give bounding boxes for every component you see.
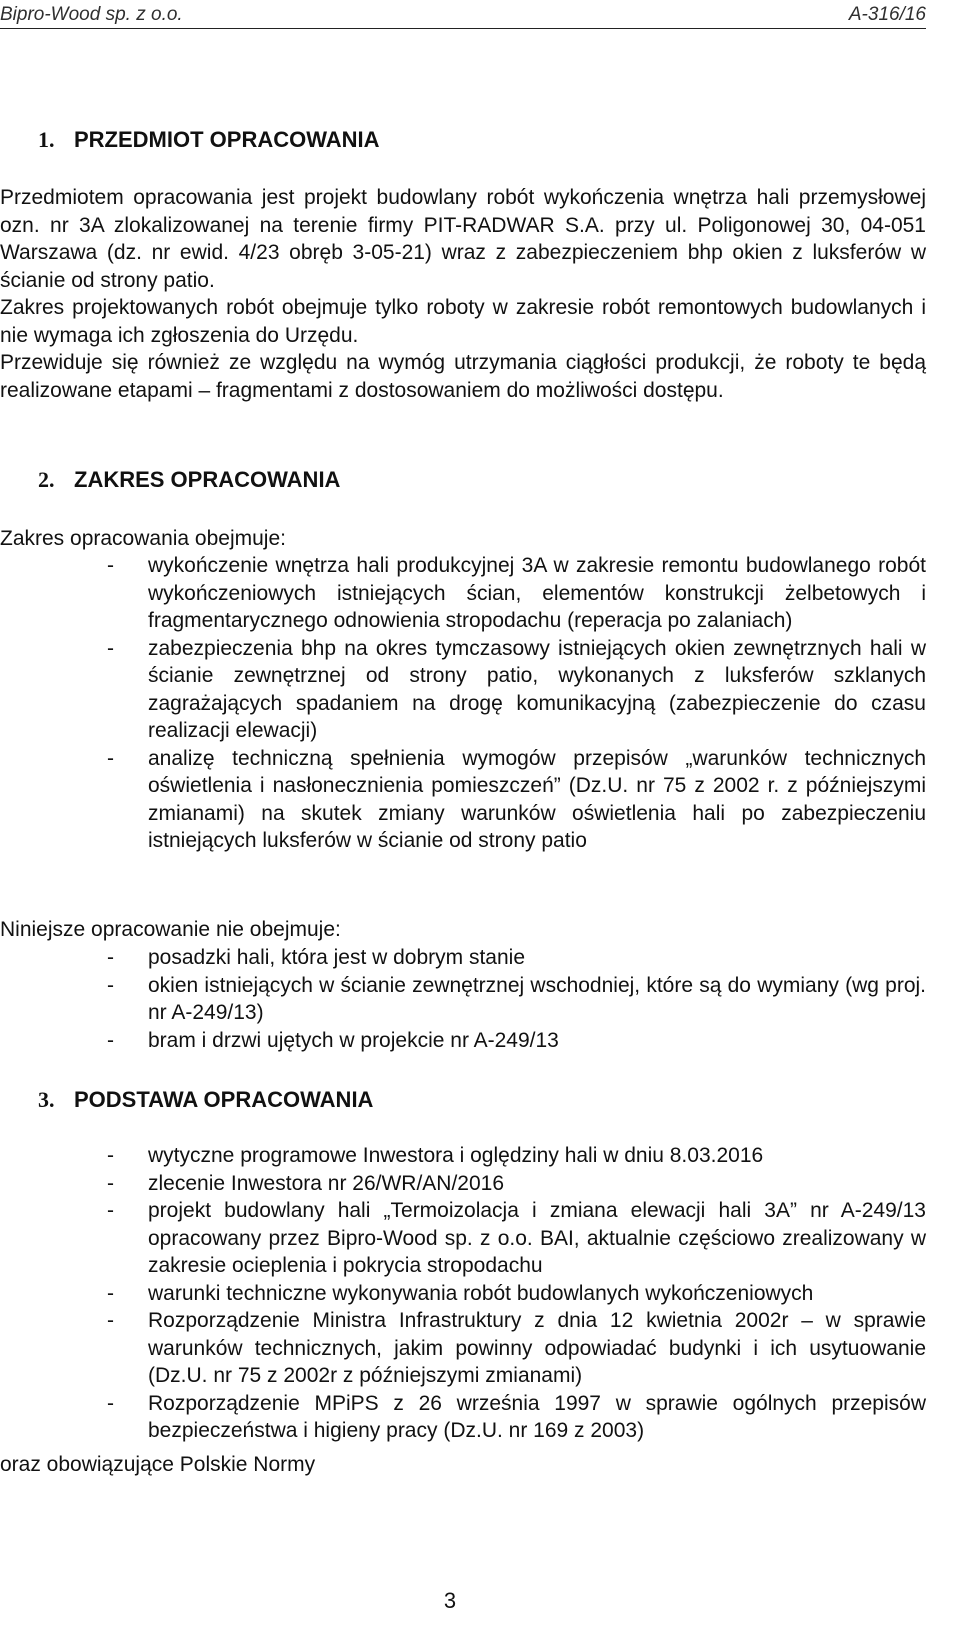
section-2-exclusions-list <box>0 944 926 1054</box>
list-item <box>0 944 926 972</box>
list-item <box>0 1307 926 1390</box>
list-dash: - <box>107 1281 114 1305</box>
section-3-number: 3. <box>38 1087 55 1112</box>
section-2-scope-list <box>0 552 926 855</box>
section-1-title: PRZEDMIOT OPRACOWANIA <box>74 127 380 152</box>
list-item-text: okien istniejących w ścianie zewnętrznej wschodniej, które są do wymiany (wg proj. nr A-249/13) <box>148 973 926 1024</box>
header-company: Bipro-Wood sp. z o.o. <box>0 4 183 25</box>
section-2-title: ZAKRES OPRACOWANIA <box>74 467 341 492</box>
list-item-text: Rozporządzenie MPiPS z 26 września 1997 w sprawie ogólnych przepisów bezpieczeństwa i higieny pracy (Dz.U. nr 169 z 2003) <box>148 1391 926 1442</box>
list-item-text: Rozporządzenie Ministra Infrastruktury z dnia 12 kwietnia 2002r – w sprawie warunków technicznych, jakim powinny odpowiadać budynki i ich usytuowanie (Dz.U. nr 75 z 2002r z późniejszymi zmianami) <box>148 1309 926 1387</box>
section-3-title: PODSTAWA OPRACOWANIA <box>74 1087 374 1112</box>
header-doc-number: A-316/16 <box>848 4 926 25</box>
list-item <box>0 1142 926 1170</box>
list-dash: - <box>107 746 114 770</box>
section-3-heading <box>38 1086 373 1114</box>
list-dash: - <box>107 1028 114 1052</box>
list-item-text: wytyczne programowe Inwestora i oględziny hali w dniu 8.03.2016 <box>148 1144 764 1167</box>
section-1-paragraph: Zakres projektowanych robót obejmuje tylko roboty w zakresie robót remontowych budowlanych i nie wymaga ich zgłoszenia do Urzędu. <box>0 296 926 347</box>
list-item <box>0 1390 926 1445</box>
section-2-heading <box>38 466 340 494</box>
section-3-closing: oraz obowiązujące Polskie Normy <box>0 1453 316 1476</box>
list-dash: - <box>107 946 114 969</box>
list-dash: - <box>107 554 114 577</box>
page-number: 3 <box>443 1588 457 1613</box>
list-item <box>0 552 926 635</box>
section-2-exclusions-intro: Niniejsze opracowanie nie obejmuje: <box>0 918 341 941</box>
list-dash: - <box>107 1391 114 1415</box>
list-item-text: projekt budowlany hali „Termoizolacja i zmiana elewacji hali 3A” nr A-249/13 opracowany przez Bipro-Wood sp. z o.o. BAI, aktualnie częściowo zrealizowany w zakresie ocieplenia i pokrycia stropodachu <box>148 1199 926 1277</box>
section-1-number: 1. <box>38 127 55 152</box>
list-dash: - <box>107 1144 114 1167</box>
section-1-body <box>0 184 926 404</box>
list-item-text: wykończenie wnętrza hali produkcyjnej 3A w zakresie remontu budowlanego robót wykończeniowych istniejących ścian, elementów konstrukcji żelbetowych i fragmentarycznego odnowienia stropodachu (reperacja po zalaniach) <box>148 554 926 632</box>
list-dash: - <box>107 636 114 660</box>
list-item-text: bram i drzwi ujętych w projekcie nr A-249/13 <box>148 1028 559 1052</box>
section-1-paragraph: Przewiduje się również ze względu na wymóg utrzymania ciągłości produkcji, że roboty te będą realizowane etapami – fragmentami z dostosowaniem do możliwości dostępu. <box>0 351 926 402</box>
list-item-text: zlecenie Inwestora nr 26/WR/AN/2016 <box>148 1171 505 1195</box>
list-item <box>0 745 926 855</box>
list-dash: - <box>107 1199 114 1222</box>
section-2-intro: Zakres opracowania obejmuje: <box>0 527 286 550</box>
list-item <box>0 1280 926 1308</box>
list-item <box>0 1027 926 1055</box>
list-item <box>0 635 926 745</box>
list-item <box>0 1197 926 1280</box>
section-1-heading <box>38 126 380 154</box>
list-dash: - <box>107 1309 114 1332</box>
list-item-text: zabezpieczenia bhp na okres tymczasowy istniejących okien zewnętrznych hali w ścianie zewnętrznej od strony patio, wykonanych z luksferów szklanych zagrażających spadaniem na drogę komunikacyjną (zabezpieczenie do czasu realizacji elewacji) <box>148 636 926 742</box>
list-item-text: warunki techniczne wykonywania robót budowlanych wykończeniowych <box>148 1281 814 1305</box>
section-1-paragraph: Przedmiotem opracowania jest projekt budowlany robót wykończenia wnętrza hali przemysłowej ozn. nr 3A zlokalizowanej na terenie firmy PIT-RADWAR S.A. przy ul. Poligonowej 30, 04-051 Warszawa (dz. nr ewid. 4/23 obręb 3-05-21) wraz z zabezpieczeniem bhp okien z luksferów w ścianie od strony patio. <box>0 186 926 292</box>
list-item <box>0 972 926 1027</box>
section-2-number: 2. <box>38 467 55 492</box>
list-dash: - <box>107 1171 114 1195</box>
list-item <box>0 1170 926 1198</box>
section-3-basis-list <box>0 1142 926 1445</box>
list-item-text: analizę techniczną spełnienia wymogów przepisów „warunków technicznych oświetlenia i nasłonecznienia pomieszczeń” (Dz.U. nr 75 z 2002 r. z późniejszymi zmianami) na skutek zmiany warunków oświetlenia hali po zabezpieczeniu istniejących luksferów w ścianie od strony patio <box>148 746 926 852</box>
list-item-text: posadzki hali, która jest w dobrym stanie <box>148 946 526 969</box>
list-dash: - <box>107 973 114 997</box>
page-header <box>0 4 926 29</box>
